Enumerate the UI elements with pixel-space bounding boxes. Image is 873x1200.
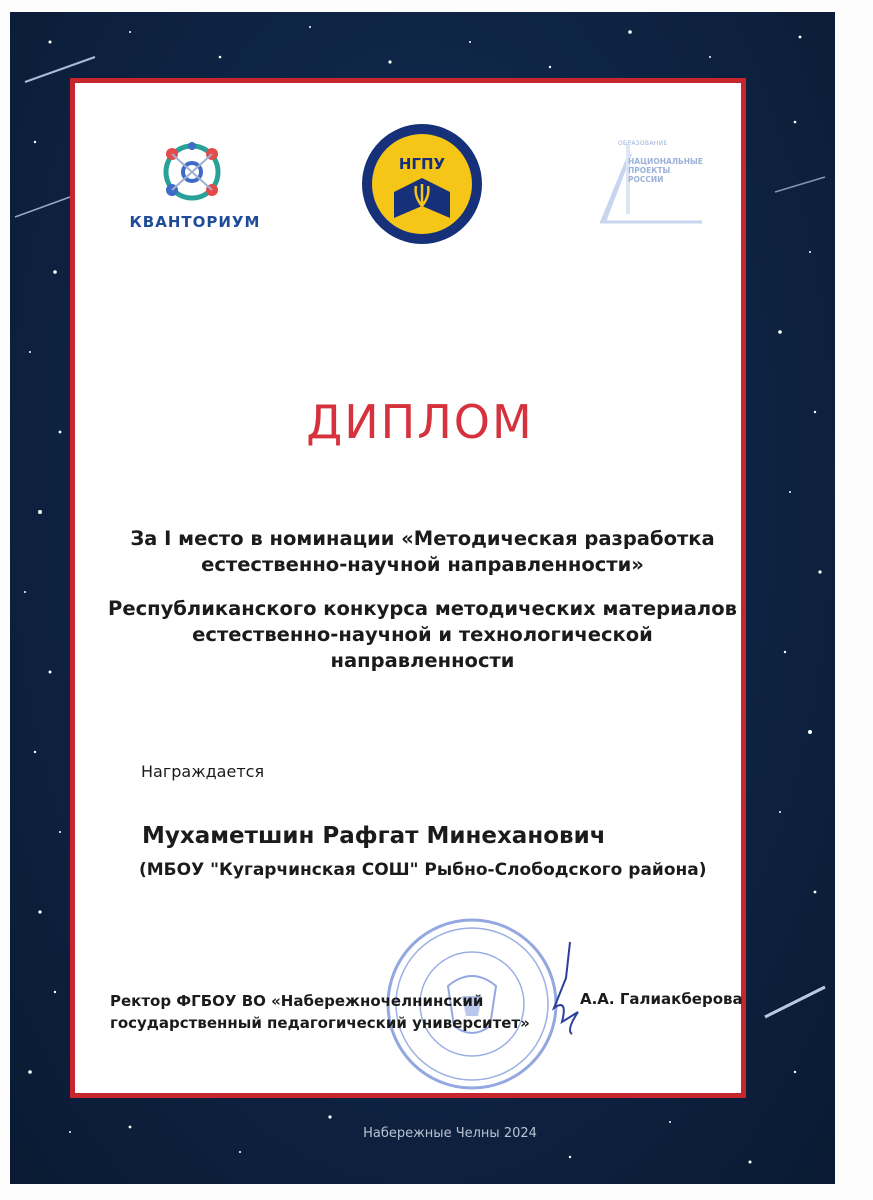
contest-line-2: естественно-научной и технологической	[192, 623, 653, 646]
nomination-text	[100, 526, 745, 578]
diploma-title: ДИПЛОМ	[306, 395, 534, 449]
nomination-line-2: естественно-научной направленности»	[201, 553, 644, 576]
recipient-name: Мухаметшин Рафгат Минеханович	[142, 823, 606, 849]
city-year-footer: Набережные Челны 2024	[363, 1126, 537, 1141]
recipient-school: (МБОУ "Кугарчинская СОШ" Рыбно-Слободского района)	[139, 860, 707, 880]
ngpu-logo	[360, 122, 484, 246]
contest-line-1: Республиканского конкурса методических материалов	[108, 597, 737, 620]
awarded-label: Награждается	[141, 762, 265, 781]
national-projects-title: НАЦИОНАЛЬНЫЕ ПРОЕКТЫ РОССИИ	[628, 157, 703, 184]
kvantorium-logo-text: КВАНТОРИУМ	[129, 213, 261, 231]
national-projects-subtitle: ОБРАЗОВАНИЕ	[618, 140, 668, 147]
rector-name: А.А. Галиакберова	[580, 990, 743, 1008]
rector-line-1: Ректор ФГБОУ ВО «Набережночелнинский	[110, 992, 484, 1010]
rector-signature	[548, 938, 588, 1038]
ngpu-logo-text: НГПУ	[398, 155, 446, 173]
rector-title	[110, 990, 550, 1034]
rector-line-2: государственный педагогический университет»	[110, 1014, 530, 1032]
national-projects-logo	[590, 134, 710, 234]
contest-line-3: направленности	[330, 649, 515, 672]
contest-text	[100, 596, 745, 674]
nomination-line-1: За I место в номинации «Методическая разработка	[130, 527, 715, 550]
